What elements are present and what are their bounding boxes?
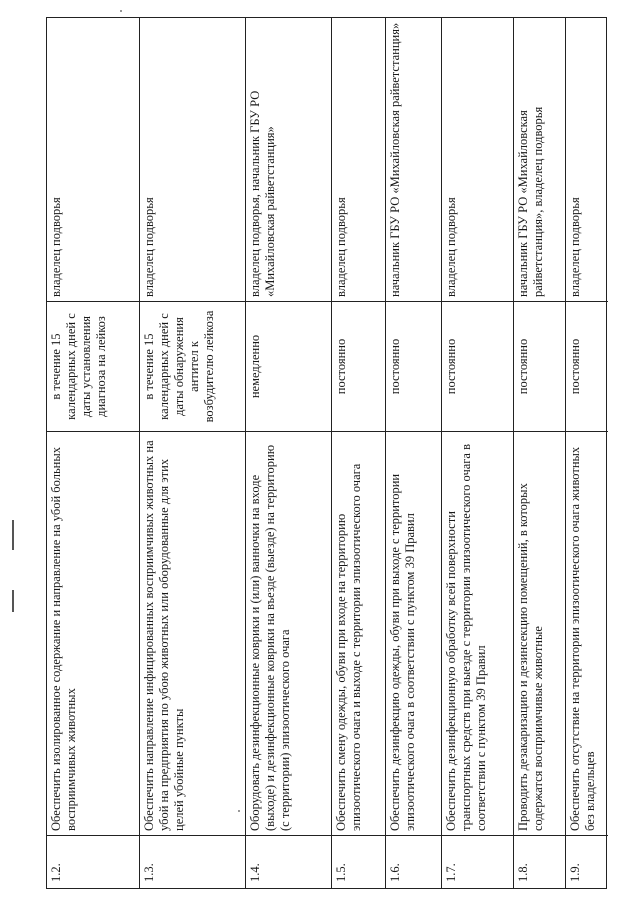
scan-mark — [12, 520, 14, 550]
table-row — [565, 18, 608, 888]
term-text: постоянно — [442, 302, 513, 432]
row-number: 1.5. — [334, 863, 348, 882]
responsible-text: владелец подворья — [442, 16, 513, 302]
table-row — [513, 18, 565, 888]
measure-text: Обеспечить направление инфицированных восприимчивых животных на убой на предприятия по убою животных или оборудованные для этих целей убойные пункты — [140, 432, 245, 836]
row-number: 1.2. — [49, 863, 63, 882]
measure-text: Обеспечить дезинфекционную обработку всей поверхности транспортных средств при выезде с территории эпизоотического очага в соответствии с пунктом 39 Правил — [442, 432, 513, 836]
measure-text: Обеспечить изолированное содержание и направление на убой больных восприимчивых животных — [47, 432, 139, 836]
responsible-text: начальник ГБУ РО «Михайловская райветстанция» — [386, 16, 441, 302]
row-number: 1.6. — [388, 863, 402, 882]
measure-text: Обеспечить отсутствие на территории эпизоотического очага животных без владельцев — [566, 432, 608, 836]
row-number: 1.9. — [568, 863, 582, 882]
table-row — [441, 18, 513, 888]
measure-text: Обеспечить смену одежды, обуви при входе на территорию эпизоотического очага и выходе с территории эпизоотического очага — [332, 432, 385, 836]
responsible-text: владелец подворья — [332, 16, 385, 302]
responsible-text: владелец подворья, начальник ГБУ РО «Михайловская райветстанция» — [246, 16, 331, 302]
term-text: постоянно — [566, 302, 608, 432]
measure-text: Оборудовать дезинфекционные коврики и (или) ванночки на входе (выходе) и дезинфекционные коврики на въезде (выезде) на территорию (с территории) эпизоотического очага — [246, 432, 331, 836]
term-text: постоянно — [514, 302, 565, 432]
responsible-text: владелец подворья — [47, 16, 139, 302]
row-number: 1.7. — [444, 863, 458, 882]
responsible-text: владелец подворья — [140, 16, 245, 302]
row-number: 1.8. — [516, 863, 530, 882]
term-text: постоянно — [332, 302, 385, 432]
table-row — [331, 18, 385, 888]
term-text: постоянно — [386, 302, 441, 432]
measure-text: Проводить дезакаризацию и дезинсекцию помещений, в которых содержатся восприимчивые животные — [514, 432, 565, 836]
scan-mark — [12, 590, 14, 612]
responsible-text: начальник ГБУ РО «Михайловская райветстанция», владелец подворья — [514, 16, 565, 302]
row-number: 1.4. — [248, 863, 262, 882]
measure-text: Обеспечить дезинфекцию одежды, обуви при выходе с территории эпизоотического очага в соответствии с пунктом 39 Правил — [386, 432, 441, 836]
term-text: в течение 15 календарных дней с даты обнаружения антител к возбудителю лейкоза — [140, 302, 245, 432]
row-number: 1.3. — [142, 863, 156, 882]
table-row — [47, 18, 139, 888]
measures-table — [46, 17, 607, 889]
term-text: в течение 15 календарных дней с даты установления диагноза на лейкоз — [47, 302, 139, 432]
scan-speck — [120, 10, 122, 12]
table-row — [139, 18, 245, 888]
table-row — [245, 18, 331, 888]
responsible-text: владелец подворья — [566, 16, 608, 302]
scan-speck — [238, 810, 240, 812]
table-row — [385, 18, 441, 888]
term-text: немедленно — [246, 302, 331, 432]
